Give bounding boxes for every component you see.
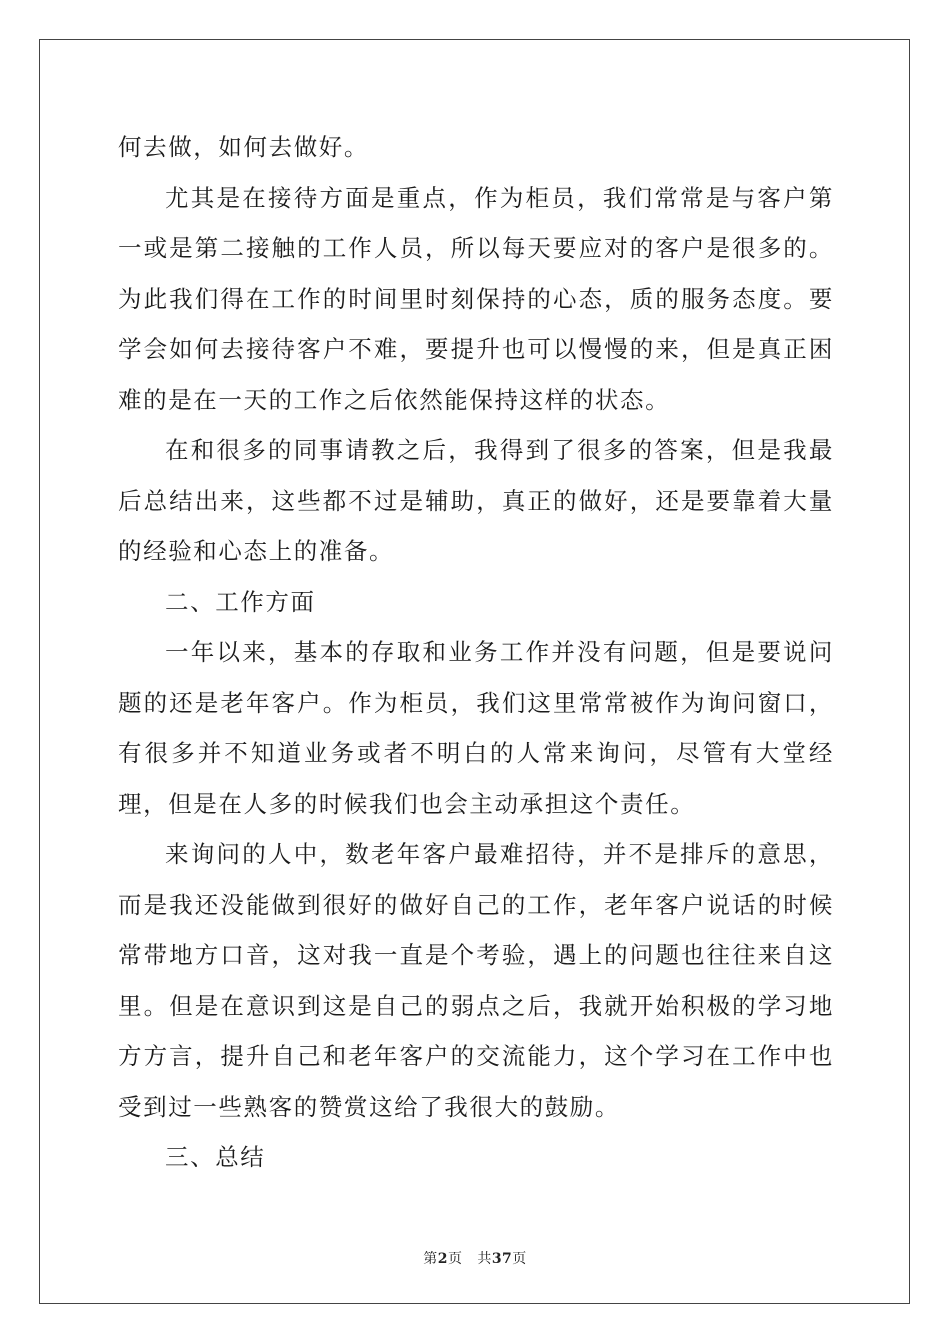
- page-suffix: 页: [447, 1251, 463, 1267]
- paragraph: 来询问的人中，数老年客户最难招待，并不是排斥的意思，而是我还没能做到很好的做好自己的工作，老年客户说话的时候常带地方口音，这对我一直是个考验，遇上的问题也往往来自这里。但是在意识到这是自己的弱点之后，我就开始积极的学习地方方言，提升自己和老年客户的交流能力，这个学习在工作中也受到过一些熟客的赞赏这给了我很大的鼓励。: [118, 840, 834, 1121]
- paragraph: 一年以来，基本的存取和业务工作并没有问题，但是要说问题的还是老年客户。作为柜员，我们这里常常被作为询问窗口，有很多并不知道业务或者不明白的人常来询问，尽管有大堂经理，但是在人多的时候我们也会主动承担这个责任。: [118, 638, 834, 818]
- paragraph: 何去做，如何去做好。: [118, 133, 369, 161]
- paragraph: 在和很多的同事请教之后，我得到了很多的答案，但是我最后总结出来，这些都不过是辅助，真正的做好，还是要靠着大量的经验和心态上的准备。: [118, 436, 834, 565]
- document-body: [118, 122, 834, 1183]
- page-footer: [0, 1248, 950, 1268]
- paragraph: 尤其是在接待方面是重点，作为柜员，我们常常是与客户第一或是第二接触的工作人员，所以每天要应对的客户是很多的。为此我们得在工作的时间里时刻保持的心态，质的服务态度。要学会如何去接待客户不难，要提升也可以慢慢的来，但是真正困难的是在一天的工作之后依然能保持这样的状态。: [118, 183, 834, 414]
- page-prefix: 第: [423, 1251, 438, 1267]
- total-prefix: 共: [477, 1251, 492, 1267]
- section-heading: 二、工作方面: [165, 587, 316, 616]
- total-pages: 37: [491, 1251, 513, 1267]
- page-number: 2: [437, 1251, 448, 1267]
- section-heading: 三、总结: [165, 1143, 266, 1171]
- total-suffix: 页: [512, 1251, 527, 1267]
